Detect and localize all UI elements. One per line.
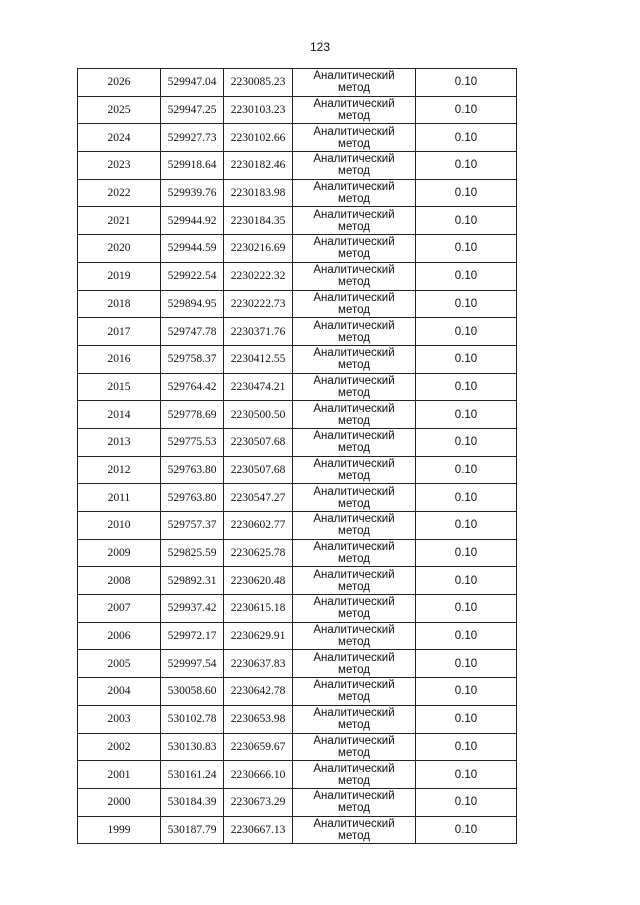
accuracy-cell: 0.10	[416, 622, 517, 650]
point-number-cell: 2013	[78, 428, 161, 456]
accuracy-cell: 0.10	[416, 96, 517, 124]
method-cell	[293, 290, 416, 318]
method-cell	[293, 761, 416, 789]
accuracy-cell: 0.10	[416, 69, 517, 97]
method-line-2: метод	[338, 829, 370, 842]
method-line-2: метод	[338, 82, 370, 95]
method-line-1: Аналитический	[313, 817, 395, 830]
method-line-2: метод	[338, 719, 370, 732]
accuracy-cell: 0.10	[416, 152, 517, 180]
table-row	[78, 761, 517, 789]
x-coordinate-cell: 530102.78	[161, 705, 224, 733]
method-cell	[293, 235, 416, 263]
method-line-1: Аналитический	[313, 457, 395, 470]
point-number-cell: 2025	[78, 96, 161, 124]
table-row	[78, 539, 517, 567]
x-coordinate-cell: 529758.37	[161, 345, 224, 373]
point-number-cell: 2014	[78, 401, 161, 429]
coordinates-table-body	[78, 69, 517, 844]
x-coordinate-cell: 529937.42	[161, 595, 224, 623]
table-row	[78, 484, 517, 512]
point-number-cell: 2018	[78, 290, 161, 318]
point-number-cell: 2000	[78, 788, 161, 816]
table-row	[78, 262, 517, 290]
method-line-2: метод	[338, 331, 370, 344]
y-coordinate-cell: 2230474.21	[224, 373, 293, 401]
method-line-2: метод	[338, 414, 370, 427]
accuracy-cell: 0.10	[416, 761, 517, 789]
x-coordinate-cell: 529972.17	[161, 622, 224, 650]
method-line-1: Аналитический	[313, 624, 395, 637]
x-coordinate-cell: 529918.64	[161, 152, 224, 180]
point-number-cell: 2001	[78, 761, 161, 789]
table-row	[78, 816, 517, 844]
x-coordinate-cell: 530130.83	[161, 733, 224, 761]
method-line-2: метод	[338, 220, 370, 233]
point-number-cell: 2005	[78, 650, 161, 678]
method-line-2: метод	[338, 359, 370, 372]
accuracy-cell: 0.10	[416, 733, 517, 761]
x-coordinate-cell: 529939.76	[161, 179, 224, 207]
method-line-1: Аналитический	[313, 153, 395, 166]
y-coordinate-cell: 2230216.69	[224, 235, 293, 263]
method-cell	[293, 733, 416, 761]
method-line-2: метод	[338, 636, 370, 649]
method-line-1: Аналитический	[313, 707, 395, 720]
method-line-2: метод	[338, 663, 370, 676]
method-cell	[293, 69, 416, 97]
accuracy-cell: 0.10	[416, 207, 517, 235]
method-line-2: метод	[338, 608, 370, 621]
x-coordinate-cell: 529763.80	[161, 456, 224, 484]
method-line-1: Аналитический	[313, 125, 395, 138]
point-number-cell: 2004	[78, 678, 161, 706]
table-row	[78, 512, 517, 540]
method-cell	[293, 484, 416, 512]
x-coordinate-cell: 529764.42	[161, 373, 224, 401]
method-cell	[293, 207, 416, 235]
y-coordinate-cell: 2230222.32	[224, 262, 293, 290]
table-row	[78, 179, 517, 207]
table-row	[78, 290, 517, 318]
method-line-2: метод	[338, 802, 370, 815]
accuracy-cell: 0.10	[416, 539, 517, 567]
method-line-1: Аналитический	[313, 208, 395, 221]
method-cell	[293, 567, 416, 595]
method-cell	[293, 345, 416, 373]
y-coordinate-cell: 2230222.73	[224, 290, 293, 318]
method-line-2: метод	[338, 303, 370, 316]
y-coordinate-cell: 2230183.98	[224, 179, 293, 207]
page-number: 123	[309, 40, 331, 54]
method-line-1: Аналитический	[313, 98, 395, 111]
table-row	[78, 235, 517, 263]
method-cell	[293, 428, 416, 456]
method-line-2: метод	[338, 442, 370, 455]
table-row	[78, 650, 517, 678]
y-coordinate-cell: 2230667.13	[224, 816, 293, 844]
table-row	[78, 345, 517, 373]
method-line-1: Аналитический	[313, 734, 395, 747]
y-coordinate-cell: 2230602.77	[224, 512, 293, 540]
table-row	[78, 318, 517, 346]
accuracy-cell: 0.10	[416, 705, 517, 733]
point-number-cell: 2020	[78, 235, 161, 263]
point-number-cell: 2006	[78, 622, 161, 650]
x-coordinate-cell: 529747.78	[161, 318, 224, 346]
method-line-1: Аналитический	[313, 651, 395, 664]
x-coordinate-cell: 529778.69	[161, 401, 224, 429]
method-line-1: Аналитический	[313, 264, 395, 277]
point-number-cell: 2017	[78, 318, 161, 346]
point-number-cell: 2003	[78, 705, 161, 733]
y-coordinate-cell: 2230666.10	[224, 761, 293, 789]
method-cell	[293, 512, 416, 540]
accuracy-cell: 0.10	[416, 650, 517, 678]
point-number-cell: 2008	[78, 567, 161, 595]
method-line-2: метод	[338, 110, 370, 123]
point-number-cell: 1999	[78, 816, 161, 844]
y-coordinate-cell: 2230103.23	[224, 96, 293, 124]
method-cell	[293, 622, 416, 650]
x-coordinate-cell: 530058.60	[161, 678, 224, 706]
method-line-1: Аналитический	[313, 679, 395, 692]
table-row	[78, 705, 517, 733]
x-coordinate-cell: 530184.39	[161, 788, 224, 816]
table-row	[78, 733, 517, 761]
coordinates-table	[77, 68, 517, 844]
x-coordinate-cell: 529927.73	[161, 124, 224, 152]
accuracy-cell: 0.10	[416, 816, 517, 844]
method-line-2: метод	[338, 774, 370, 787]
method-cell	[293, 124, 416, 152]
y-coordinate-cell: 2230625.78	[224, 539, 293, 567]
y-coordinate-cell: 2230547.27	[224, 484, 293, 512]
x-coordinate-cell: 529944.59	[161, 235, 224, 263]
point-number-cell: 2009	[78, 539, 161, 567]
method-line-2: метод	[338, 193, 370, 206]
point-number-cell: 2026	[78, 69, 161, 97]
y-coordinate-cell: 2230102.66	[224, 124, 293, 152]
y-coordinate-cell: 2230673.29	[224, 788, 293, 816]
x-coordinate-cell: 529944.92	[161, 207, 224, 235]
y-coordinate-cell: 2230371.76	[224, 318, 293, 346]
point-number-cell: 2023	[78, 152, 161, 180]
x-coordinate-cell: 529894.95	[161, 290, 224, 318]
accuracy-cell: 0.10	[416, 235, 517, 263]
point-number-cell: 2022	[78, 179, 161, 207]
method-line-1: Аналитический	[313, 402, 395, 415]
method-line-1: Аналитический	[313, 319, 395, 332]
method-line-2: метод	[338, 248, 370, 261]
point-number-cell: 2021	[78, 207, 161, 235]
x-coordinate-cell: 529763.80	[161, 484, 224, 512]
table-row	[78, 428, 517, 456]
table-row	[78, 152, 517, 180]
method-line-2: метод	[338, 580, 370, 593]
y-coordinate-cell: 2230412.55	[224, 345, 293, 373]
method-line-1: Аналитический	[313, 541, 395, 554]
y-coordinate-cell: 2230500.50	[224, 401, 293, 429]
table-row	[78, 595, 517, 623]
method-cell	[293, 179, 416, 207]
method-cell	[293, 678, 416, 706]
table-row	[78, 678, 517, 706]
accuracy-cell: 0.10	[416, 345, 517, 373]
method-line-1: Аналитический	[313, 181, 395, 194]
accuracy-cell: 0.10	[416, 456, 517, 484]
y-coordinate-cell: 2230182.46	[224, 152, 293, 180]
method-line-1: Аналитический	[313, 374, 395, 387]
method-line-1: Аналитический	[313, 513, 395, 526]
x-coordinate-cell: 529775.53	[161, 428, 224, 456]
accuracy-cell: 0.10	[416, 290, 517, 318]
accuracy-cell: 0.10	[416, 428, 517, 456]
method-line-2: метод	[338, 165, 370, 178]
method-cell	[293, 262, 416, 290]
accuracy-cell: 0.10	[416, 678, 517, 706]
method-cell	[293, 650, 416, 678]
point-number-cell: 2016	[78, 345, 161, 373]
method-line-1: Аналитический	[313, 291, 395, 304]
table-row	[78, 567, 517, 595]
x-coordinate-cell: 529997.54	[161, 650, 224, 678]
point-number-cell: 2015	[78, 373, 161, 401]
point-number-cell: 2007	[78, 595, 161, 623]
method-line-2: метод	[338, 497, 370, 510]
method-line-2: метод	[338, 525, 370, 538]
x-coordinate-cell: 529947.25	[161, 96, 224, 124]
method-line-2: метод	[338, 691, 370, 704]
method-line-2: метод	[338, 386, 370, 399]
method-line-2: метод	[338, 137, 370, 150]
method-line-2: метод	[338, 469, 370, 482]
accuracy-cell: 0.10	[416, 124, 517, 152]
y-coordinate-cell: 2230653.98	[224, 705, 293, 733]
method-line-1: Аналитический	[313, 347, 395, 360]
method-line-1: Аналитический	[313, 596, 395, 609]
y-coordinate-cell: 2230615.18	[224, 595, 293, 623]
method-cell	[293, 152, 416, 180]
point-number-cell: 2012	[78, 456, 161, 484]
table-row	[78, 207, 517, 235]
table-row	[78, 96, 517, 124]
x-coordinate-cell: 529825.59	[161, 539, 224, 567]
table-row	[78, 401, 517, 429]
y-coordinate-cell: 2230085.23	[224, 69, 293, 97]
table-row	[78, 622, 517, 650]
y-coordinate-cell: 2230184.35	[224, 207, 293, 235]
x-coordinate-cell: 530187.79	[161, 816, 224, 844]
method-cell	[293, 705, 416, 733]
table-row	[78, 373, 517, 401]
accuracy-cell: 0.10	[416, 262, 517, 290]
accuracy-cell: 0.10	[416, 179, 517, 207]
y-coordinate-cell: 2230642.78	[224, 678, 293, 706]
x-coordinate-cell: 529757.37	[161, 512, 224, 540]
method-line-1: Аналитический	[313, 568, 395, 581]
x-coordinate-cell: 530161.24	[161, 761, 224, 789]
method-line-1: Аналитический	[313, 430, 395, 443]
method-line-1: Аналитический	[313, 790, 395, 803]
accuracy-cell: 0.10	[416, 595, 517, 623]
y-coordinate-cell: 2230620.48	[224, 567, 293, 595]
point-number-cell: 2010	[78, 512, 161, 540]
accuracy-cell: 0.10	[416, 512, 517, 540]
accuracy-cell: 0.10	[416, 373, 517, 401]
x-coordinate-cell: 529947.04	[161, 69, 224, 97]
y-coordinate-cell: 2230507.68	[224, 428, 293, 456]
accuracy-cell: 0.10	[416, 318, 517, 346]
method-line-1: Аналитический	[313, 762, 395, 775]
accuracy-cell: 0.10	[416, 788, 517, 816]
table-row	[78, 69, 517, 97]
method-line-1: Аналитический	[313, 70, 395, 83]
method-cell	[293, 401, 416, 429]
accuracy-cell: 0.10	[416, 567, 517, 595]
point-number-cell: 2024	[78, 124, 161, 152]
point-number-cell: 2011	[78, 484, 161, 512]
method-cell	[293, 816, 416, 844]
point-number-cell: 2019	[78, 262, 161, 290]
y-coordinate-cell: 2230629.91	[224, 622, 293, 650]
point-number-cell: 2002	[78, 733, 161, 761]
method-cell	[293, 373, 416, 401]
method-cell	[293, 539, 416, 567]
table-row	[78, 124, 517, 152]
method-line-2: метод	[338, 276, 370, 289]
x-coordinate-cell: 529922.54	[161, 262, 224, 290]
method-cell	[293, 456, 416, 484]
accuracy-cell: 0.10	[416, 401, 517, 429]
method-line-1: Аналитический	[313, 485, 395, 498]
y-coordinate-cell: 2230637.83	[224, 650, 293, 678]
method-cell	[293, 318, 416, 346]
table-row	[78, 788, 517, 816]
method-cell	[293, 595, 416, 623]
method-line-2: метод	[338, 553, 370, 566]
method-line-2: метод	[338, 746, 370, 759]
x-coordinate-cell: 529892.31	[161, 567, 224, 595]
table-row	[78, 456, 517, 484]
y-coordinate-cell: 2230507.68	[224, 456, 293, 484]
accuracy-cell: 0.10	[416, 484, 517, 512]
method-line-1: Аналитический	[313, 236, 395, 249]
y-coordinate-cell: 2230659.67	[224, 733, 293, 761]
method-cell	[293, 96, 416, 124]
method-cell	[293, 788, 416, 816]
